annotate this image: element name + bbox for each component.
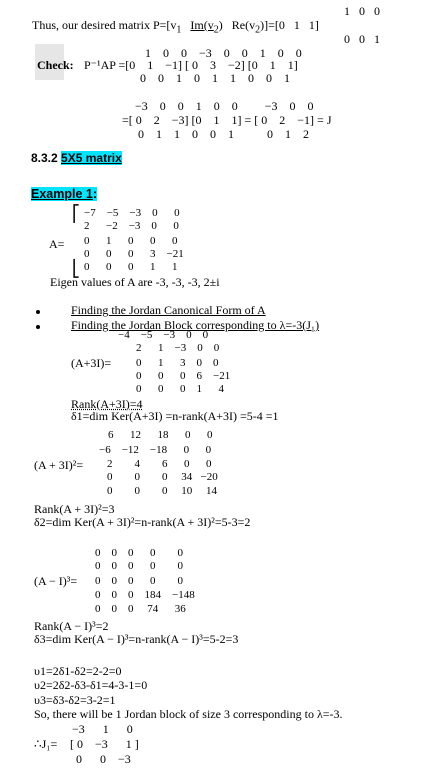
j1-label: ∴J₁= (34, 737, 58, 751)
bullet-item: Finding the Jordan Block corresponding to λ=-3(J₁) (71, 318, 320, 332)
check-result-row3: 0 1 1 0 0 1 0 1 2 (138, 127, 309, 141)
bullet-marker (36, 325, 40, 329)
conclusion-text: So, there will be 1 Jordan block of size 3 corresponding to λ=-3. (34, 707, 343, 721)
m1-delta: δ1=dim Ker(A+3I) =n-rank(A+3I) =5-4 =1 (71, 409, 279, 423)
bullet-item: Finding the Jordan Canonical Form of A (71, 303, 266, 317)
m2-row5: 0 0 0 10 14 (107, 485, 217, 497)
m2-row4: 0 0 0 34 −20 (107, 471, 218, 483)
matrix-a-row2: 2 −2 −3 0 0 (84, 220, 179, 232)
matrix-a-row4: 0 0 0 3 −21 (84, 248, 184, 260)
m1-row5: 0 0 0 1 4 (136, 383, 224, 395)
p-definition: Thus, our desired matrix $P=[v_1$ $Im(v_2)$ $Re(v_2)]=[0$ 1 1] (32, 18, 319, 36)
m1-row2: 2 1 −3 0 0 (136, 342, 220, 354)
m1-label: (A+3I)= (71, 356, 112, 370)
m2-delta: δ2=dim Ker(A + 3I)²=n-rank(A + 3I)²=5-3=2 (34, 515, 251, 529)
j1-row1: −3 1 0 (72, 722, 133, 736)
m1-row4: 0 0 0 6 −21 (136, 370, 231, 382)
bullet-marker (36, 310, 40, 314)
check-row2: P⁻¹AP =[0 1 −1] [ 0 3 −2] [0 1 1] (84, 58, 298, 72)
m3-row5: 0 0 0 74 36 (95, 603, 186, 615)
m1-rank: Rank(A+3I)=4 (71, 397, 143, 411)
j1-row3: 0 0 −3 (76, 752, 131, 766)
m1-row3: 0 1 3 0 0 (136, 357, 219, 369)
m2-rank: Rank(A + 3I)²=3 (34, 502, 115, 516)
m3-row2: 0 0 0 0 0 (95, 560, 183, 572)
m3-delta: δ3=dim Ker(A − I)³=n-rank(A − I)³=5-2=3 (34, 632, 239, 646)
nu-line: υ2=2δ2-δ3-δ1=4-3-1=0 (34, 678, 148, 692)
m3-label: (A − I)³= (34, 574, 78, 588)
m2-row1: 6 12 18 0 0 (108, 429, 213, 441)
check-result-row1: −3 0 0 1 0 0 −3 0 0 (135, 99, 314, 113)
m3-row4: 0 0 0 184 −148 (95, 589, 195, 601)
nu-line: υ3=δ3-δ2=3-2=1 (34, 693, 116, 707)
m1-row1: −4 −5 −3 0 0 (118, 329, 209, 341)
check-row3: 0 0 1 0 1 1 0 0 1 (140, 71, 290, 85)
j1-row2: [ 0 −3 1 ] (70, 737, 139, 751)
m2-row3: 2 4 6 0 0 (107, 458, 212, 470)
m2-row2: −6 −12 −18 0 0 (99, 444, 212, 456)
bracket-top: ⎡ (72, 206, 80, 223)
matrix-a-row5: 0 0 0 1 1 (84, 261, 178, 273)
eigenvalues: Eigen values of A are -3, -3, -3, 2±i (50, 275, 220, 289)
m2-label: (A + 3I)²= (34, 458, 84, 472)
bracket-bottom: ⎣ (72, 261, 80, 278)
check-row1: 1 0 0 −3 0 0 1 0 0 (145, 46, 302, 60)
matrix-a-row3: 0 1 0 0 0 (84, 235, 178, 247)
check-label: Check: (37, 58, 74, 72)
section-heading: 8.3.2 5X5 matrix (31, 151, 122, 165)
example-title: Example 1: (31, 187, 98, 201)
m3-rank: Rank(A − I)³=2 (34, 619, 109, 633)
p-top-row: 1 0 0 (344, 4, 380, 18)
matrix-a-label: A= (49, 237, 65, 251)
matrix-a-row1: −7 −5 −3 0 0 (84, 207, 180, 219)
m3-row1: 0 0 0 0 0 (95, 547, 183, 559)
nu-line: υ1=2δ1-δ2=2-2=0 (34, 664, 122, 678)
m3-row3: 0 0 0 0 0 (95, 575, 183, 587)
check-result-row2: =[ 0 2 −3] [0 1 1] = [ 0 2 −1] = J (122, 113, 332, 127)
p-bottom-row: 0 0 1 (344, 32, 380, 46)
